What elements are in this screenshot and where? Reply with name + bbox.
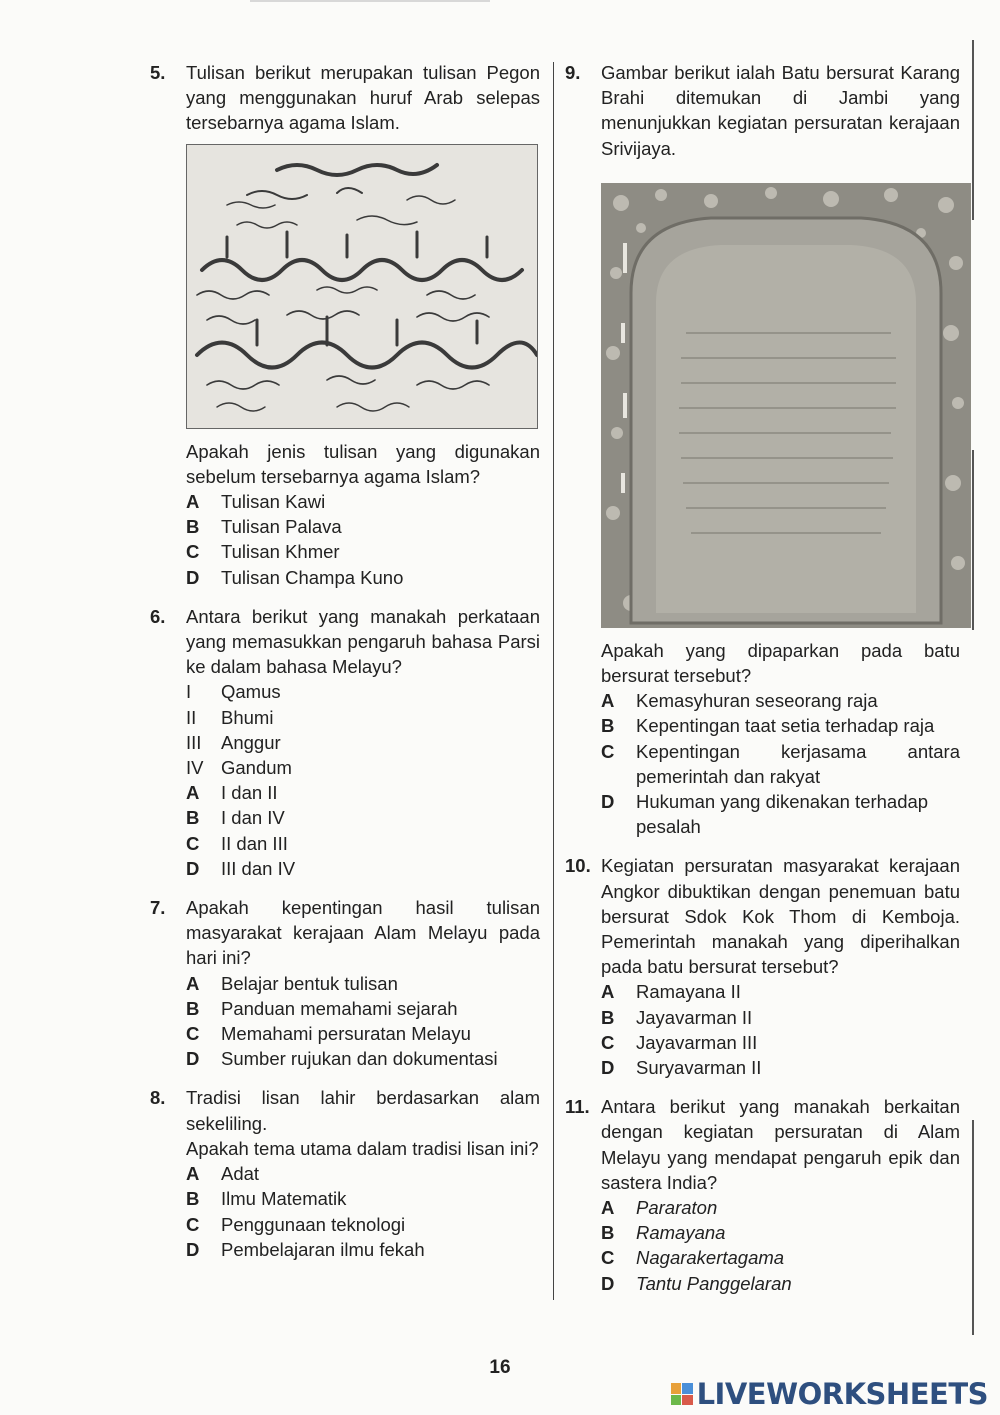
- option-label: A: [186, 972, 200, 994]
- option-c[interactable]: [186, 539, 540, 564]
- question-stem: Apakah tema utama dalam tradisi lisan ini?: [186, 1137, 539, 1159]
- question-number: 5.: [150, 62, 166, 83]
- option-text: Nagarakertagama: [636, 1247, 785, 1269]
- option-text: Tantu Panggelaran: [636, 1272, 792, 1294]
- option-a[interactable]: [186, 780, 540, 805]
- option-text: III dan IV: [221, 857, 296, 879]
- option-label: C: [186, 1023, 200, 1045]
- question-11: [565, 1094, 960, 1296]
- option-label: B: [601, 1222, 615, 1244]
- option-text: Tulisan Khmer: [221, 541, 340, 563]
- option-text: II dan III: [221, 832, 288, 854]
- statement-text: Qamus: [221, 681, 281, 703]
- option-label: A: [186, 491, 200, 513]
- option-label: C: [601, 1247, 615, 1269]
- option-label: C: [601, 740, 615, 762]
- question-6: [150, 604, 540, 881]
- option-label: A: [186, 1163, 200, 1185]
- page-edge-line: [972, 40, 974, 220]
- option-d[interactable]: [601, 1271, 960, 1296]
- option-text: Penggunaan teknologi: [221, 1213, 406, 1235]
- question-text: Kegiatan persuratan masyarakat kerajaan Angkor dibuktikan dengan penemuan batu bersurat Sdok Kok Thom di Kemboja. Pemerintah manakah yang diperihalkan pada batu bersurat tersebut?: [601, 855, 960, 978]
- question-10: [565, 853, 960, 1080]
- question-8: [150, 1085, 540, 1261]
- question-text: Apakah kepentingan hasil tulisan masyarakat kerajaan Alam Melayu pada hari ini?: [186, 897, 540, 969]
- option-b[interactable]: [186, 514, 540, 539]
- option-a[interactable]: [186, 971, 540, 996]
- statement-text: Anggur: [221, 731, 281, 753]
- option-label: D: [601, 1057, 615, 1079]
- watermark-text: LIVEWORKSHEETS: [696, 1377, 988, 1411]
- option-label: C: [601, 1031, 615, 1053]
- option-text: Adat: [221, 1163, 260, 1185]
- right-column: [565, 60, 960, 1296]
- option-text: Suryavarman II: [636, 1057, 762, 1079]
- option-label: A: [186, 782, 200, 804]
- option-text: Kepentingan taat setia terhadap raja: [636, 715, 935, 737]
- option-label: B: [601, 715, 615, 737]
- option-label: C: [186, 832, 200, 854]
- question-7: [150, 895, 540, 1071]
- option-d[interactable]: [186, 1237, 540, 1262]
- option-text: Kepentingan kerjasama antara pemerintah dan rakyat: [636, 740, 960, 787]
- option-text: Pararaton: [636, 1197, 718, 1219]
- liveworksheets-logo-icon: [671, 1383, 693, 1405]
- option-b[interactable]: [186, 996, 540, 1021]
- option-b[interactable]: [601, 1005, 960, 1030]
- question-number: 9.: [565, 62, 581, 83]
- question-text: Gambar berikut ialah Batu bersurat Karang Brahi ditemukan di Jambi yang menunjukkan kegiatan persuratan kerajaan Srivijaya.: [601, 62, 960, 159]
- statement-label: II: [186, 706, 197, 728]
- question-stem: Apakah yang dipaparkan pada batu bersurat tersebut?: [601, 639, 960, 687]
- option-d[interactable]: [601, 1055, 960, 1080]
- option-d[interactable]: [186, 565, 540, 590]
- option-d[interactable]: [186, 856, 540, 881]
- pegon-manuscript-image: [186, 144, 538, 429]
- option-text: Jayavarman III: [636, 1031, 758, 1053]
- question-5: [150, 60, 540, 590]
- option-label: A: [601, 1197, 615, 1219]
- option-c[interactable]: [186, 1021, 540, 1046]
- option-text: I dan II: [221, 782, 278, 804]
- option-label: B: [186, 807, 200, 829]
- option-label: B: [601, 1006, 615, 1028]
- option-label: D: [601, 791, 615, 813]
- statement-text: Gandum: [221, 757, 292, 779]
- page-number: 16: [489, 1357, 511, 1378]
- option-b[interactable]: [601, 1220, 960, 1245]
- option-label: D: [601, 1272, 615, 1294]
- option-d[interactable]: [186, 1046, 540, 1071]
- statement-item: [186, 730, 540, 755]
- question-number: 7.: [150, 897, 166, 919]
- page-edge-line: [972, 450, 974, 630]
- option-label: D: [186, 857, 200, 879]
- option-c[interactable]: [601, 739, 960, 789]
- option-text: I dan IV: [221, 807, 285, 829]
- option-a[interactable]: [601, 979, 960, 1004]
- option-text: Kemasyhuran seseorang raja: [636, 690, 878, 712]
- question-stem: Apakah jenis tulisan yang digunakan sebelum tersebarnya agama Islam?: [186, 440, 540, 487]
- option-text: Pembelajaran ilmu fekah: [221, 1238, 425, 1260]
- option-a[interactable]: [186, 489, 540, 514]
- question-text: Antara berikut yang manakah berkaitan dengan kegiatan persuratan di Alam Melayu yang mendapat pengaruh epik dan sastera India?: [601, 1096, 960, 1193]
- question-text: Antara berikut yang manakah perkataan yang memasukkan pengaruh bahasa Parsi ke dalam bahasa Melayu?: [186, 605, 540, 678]
- option-b[interactable]: [186, 1186, 540, 1211]
- option-a[interactable]: [601, 688, 960, 713]
- option-text: Sumber rujukan dan dokumentasi: [221, 1048, 498, 1070]
- inscribed-stone-icon: [601, 183, 971, 628]
- column-divider: [553, 62, 554, 1300]
- option-label: D: [186, 566, 200, 588]
- option-d[interactable]: [601, 789, 960, 839]
- statement-label: IV: [186, 757, 204, 779]
- left-column: [150, 60, 540, 1262]
- question-number: 10.: [565, 855, 591, 877]
- option-label: D: [186, 1048, 200, 1070]
- question-number: 8.: [150, 1087, 166, 1109]
- question-number: 11.: [565, 1096, 590, 1118]
- statement-label: III: [186, 731, 202, 753]
- option-label: C: [186, 1213, 200, 1235]
- option-text: Ramayana: [636, 1222, 726, 1244]
- question-text: Tradisi lisan lahir berdasarkan alam sekeliling.: [186, 1087, 540, 1134]
- option-b[interactable]: [186, 805, 540, 830]
- option-c[interactable]: [601, 1245, 960, 1270]
- option-c[interactable]: [186, 831, 540, 856]
- option-text: Tulisan Palava: [221, 516, 342, 538]
- option-text: Ilmu Matematik: [221, 1188, 347, 1210]
- statement-item: [186, 705, 540, 730]
- question-number: 6.: [150, 605, 166, 627]
- option-label: B: [186, 1188, 200, 1210]
- batu-bersurat-image: [601, 183, 971, 628]
- question-text: Tulisan berikut merupakan tulisan Pegon yang menggunakan huruf Arab selepas tersebarnya agama Islam.: [186, 62, 540, 134]
- option-text: Hukuman yang dikenakan terhadap pesalah: [636, 791, 929, 838]
- question-9: [565, 60, 960, 839]
- statement-label: I: [186, 681, 192, 703]
- option-label: A: [601, 981, 615, 1003]
- option-a[interactable]: [601, 1195, 960, 1220]
- arabic-manuscript-icon: [187, 145, 537, 428]
- option-label: B: [186, 997, 200, 1019]
- option-label: B: [186, 516, 200, 538]
- option-text: Memahami persuratan Melayu: [221, 1023, 471, 1045]
- option-label: D: [186, 1238, 200, 1260]
- statement-text: Bhumi: [221, 706, 274, 728]
- page-edge-line: [972, 1120, 974, 1335]
- option-label: C: [186, 541, 200, 563]
- statement-item: [186, 755, 540, 780]
- option-label: A: [601, 690, 615, 712]
- option-c[interactable]: [601, 1030, 960, 1055]
- option-text: Panduan memahami sejarah: [221, 997, 458, 1019]
- option-text: Tulisan Kawi: [221, 491, 326, 513]
- option-c[interactable]: [186, 1212, 540, 1237]
- option-text: Ramayana II: [636, 981, 741, 1003]
- option-text: Belajar bentuk tulisan: [221, 972, 398, 994]
- statement-item: [186, 679, 540, 704]
- option-text: Tulisan Champa Kuno: [221, 566, 404, 588]
- option-text: Jayavarman II: [636, 1006, 753, 1028]
- top-divider: [250, 0, 490, 2]
- liveworksheets-watermark: [671, 1377, 988, 1411]
- option-b[interactable]: [601, 713, 960, 738]
- option-a[interactable]: [186, 1161, 540, 1186]
